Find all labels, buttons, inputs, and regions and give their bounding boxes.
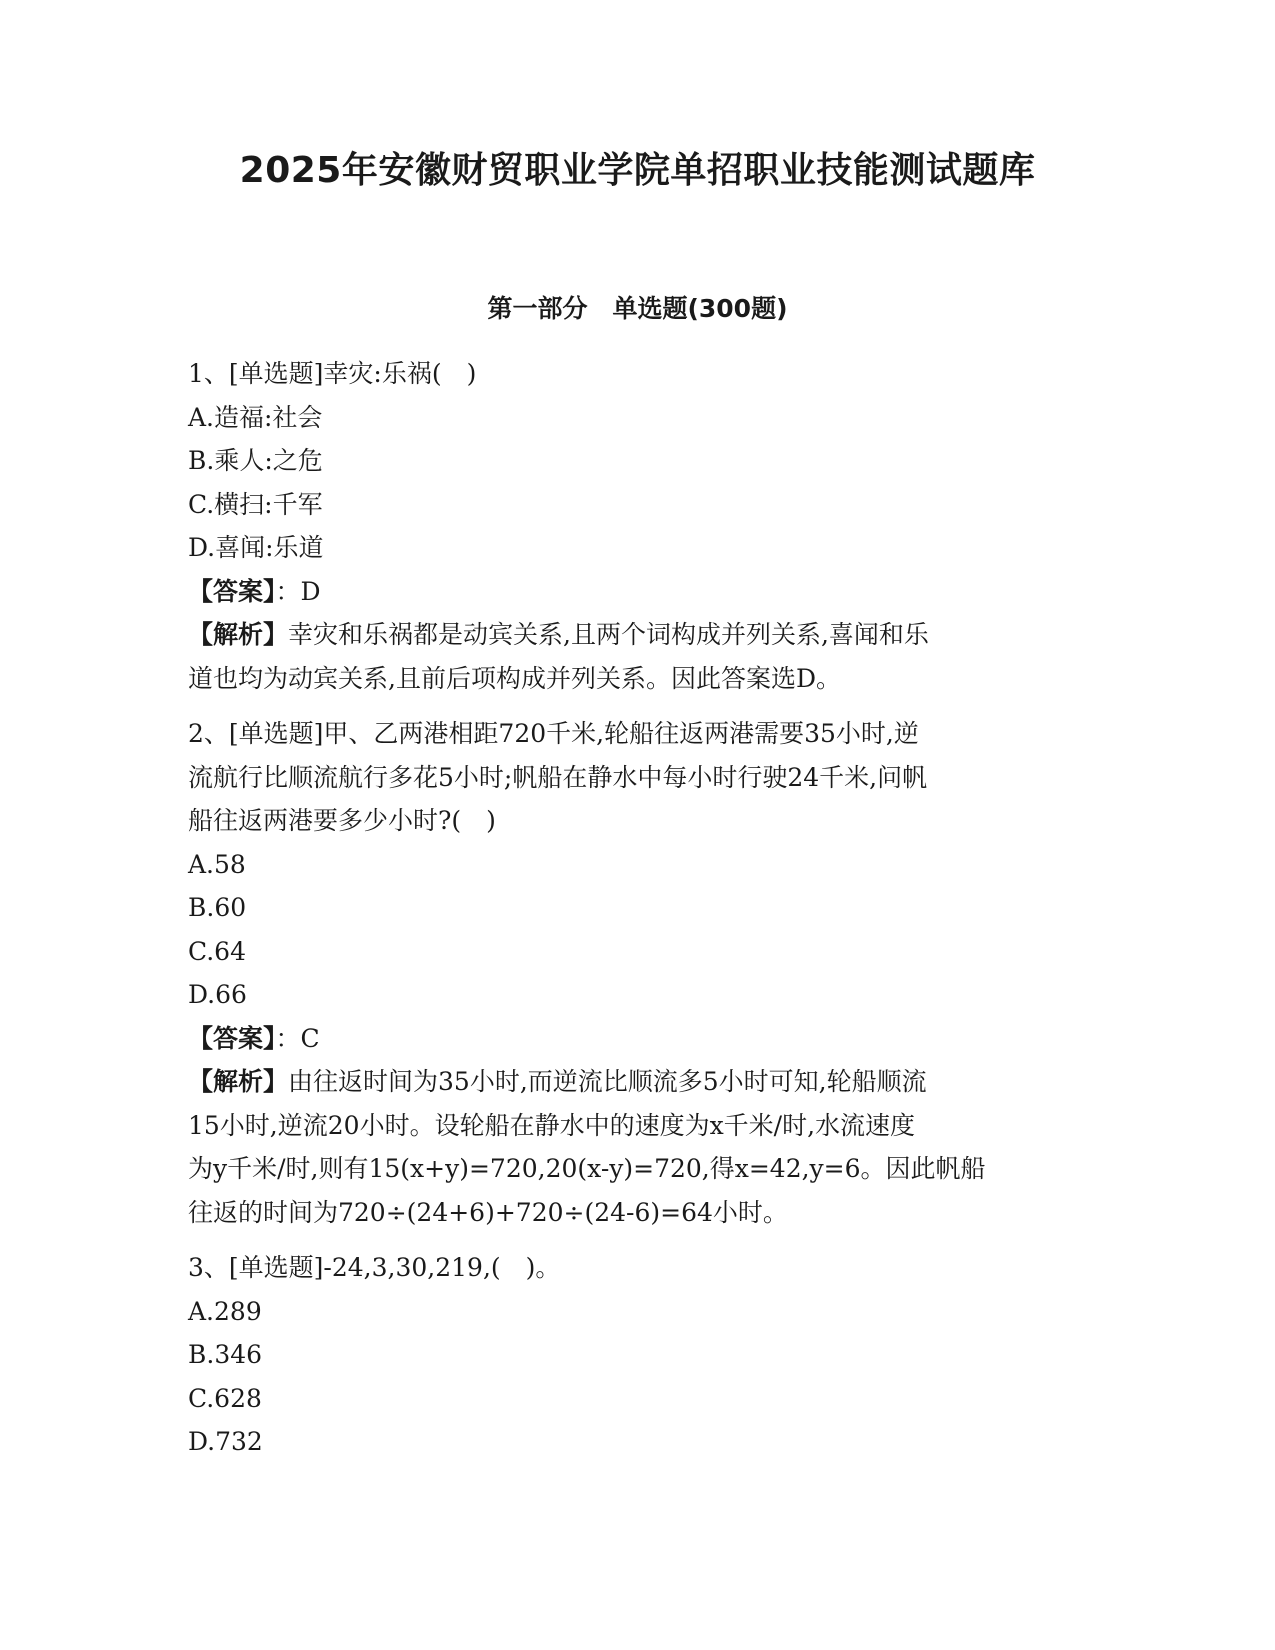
analysis-text: 为y千米/时,则有15(x+y)=720,20(x-y)=720,得x=42,y=6。因此帆船	[188, 1154, 986, 1183]
option-a: A.58	[188, 849, 246, 879]
option-b: B.346	[188, 1340, 263, 1369]
answer-value: ：C	[275, 1023, 320, 1053]
analysis-line	[188, 1060, 1088, 1104]
option-d: D.喜闻:乐道	[188, 533, 324, 562]
analysis-tag: 【解析】	[188, 620, 289, 649]
answer-line	[188, 1017, 1088, 1061]
analysis-text: 道也均为动宾关系,且前后项构成并列关系。因此答案选D。	[188, 663, 841, 693]
analysis-text: 往返的时间为720÷(24+6)+720÷(24-6)=64小时。	[188, 1197, 788, 1227]
answer-line	[188, 570, 1088, 614]
question-stem: 船往返两港要多少小时?( )	[188, 806, 496, 835]
option-a: A.造福:社会	[188, 402, 323, 432]
answer-tag: 【答案】	[188, 576, 276, 606]
question-stem: 1、[单选题]幸灾:乐祸( )	[188, 359, 477, 388]
option-b: B.60	[188, 893, 247, 922]
question-2	[188, 712, 1088, 1234]
option-d: D.66	[188, 980, 247, 1009]
question-stem: 流航行比顺流航行多花5小时;帆船在静水中每小时行驶24千米,问帆	[188, 762, 928, 792]
analysis-line	[188, 613, 1088, 657]
question-stem: 3、[单选题]-24,3,30,219,( )。	[188, 1253, 561, 1282]
option-c: C.628	[188, 1383, 262, 1413]
option-d: D.732	[188, 1427, 263, 1456]
document-title: 2025年安徽财贸职业学院单招职业技能测试题库	[239, 150, 1036, 191]
option-a: A.289	[188, 1296, 262, 1326]
analysis-text: 由往返时间为35小时,而逆流比顺流多5小时可知,轮船顺流	[288, 1067, 927, 1096]
analysis-text: 15小时,逆流20小时。设轮船在静水中的速度为x千米/时,水流速度	[188, 1110, 916, 1140]
option-c: C.64	[188, 936, 246, 966]
analysis-tag: 【解析】	[188, 1067, 289, 1096]
answer-tag: 【答案】	[188, 1023, 276, 1053]
answer-value: ：D	[275, 576, 321, 606]
question-stem: 2、[单选题]甲、乙两港相距720千米,轮船往返两港需要35小时,逆	[188, 719, 919, 748]
section-title: 第一部分 单选题(300题)	[487, 294, 788, 323]
question-list	[188, 352, 1088, 1476]
option-c: C.横扫:千军	[188, 489, 323, 519]
option-b: B.乘人:之危	[188, 446, 323, 475]
question-3	[188, 1246, 1088, 1464]
analysis-text: 幸灾和乐祸都是动宾关系,且两个词构成并列关系,喜闻和乐	[288, 620, 929, 649]
question-1	[188, 352, 1088, 700]
